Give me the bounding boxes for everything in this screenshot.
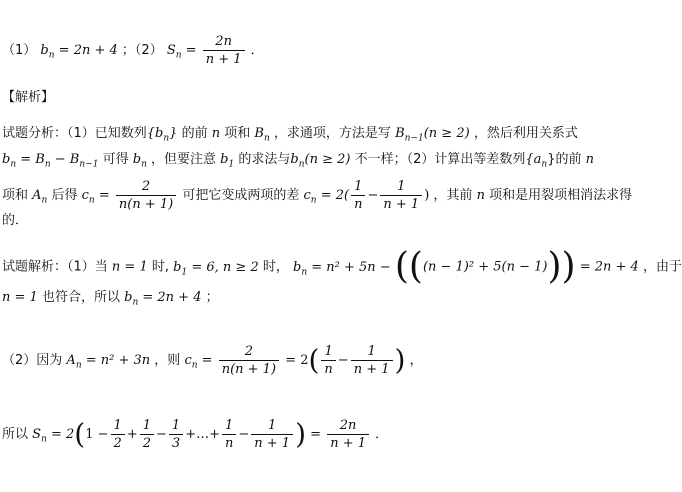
solution-line-2: n = 1 也符合，所以 $b_n = 2n + 4$ ； [2,290,219,308]
analysis-line-2: $b_n = B_n - B_{n-1}$ 可得 $b_n$ ，但要注意 $b_1$ 的求法与$b_n(n \ge 2)$ 不一样；（2）计算出等差数列$\{a_n\}$的前 n [2,152,594,170]
part2-label: ；（2） [121,43,163,58]
s-n-fraction: $\frac{2n}{n + 1}$ [203,33,245,68]
solution-line-1: 试题解析：（1）当 n = 1 时, $b_1 = 6$, n ≥ 2 时， $b_n = n^2 + 5n - (((n - 1)^2 + 5(n - 1))) = 2n + 4$ ，由于 [2,246,682,287]
b-n-expression: = 2n + 4 [54,43,118,58]
seq-b-set: $\{b_n\}$ [146,126,178,144]
fraction-2-over-n-n1: $\frac{2}{n(n + 1)}$ [116,178,176,213]
solution-line-3: （2）因为 $A_n = n^2 + 3n$ ，则 $c_n$ = $\frac{2}{n(n + 1)}$ = 2( $\frac{1}{n}$ − $\frac{1}{n + 1}$ ) ， [2,343,423,377]
analysis-line-1: 试题分析：（1）已知数列$\{b_n\}$ 的前 n 项和 $B_n$ ，求通项，方法是写 $B_{n-1}(n \ge 2)$ ，然后利用关系式 [2,126,578,144]
b-n-symbol: $b_n$ [40,43,55,61]
analysis-line-4: 的． [2,213,29,228]
analysis-heading: 【解析】 [2,90,55,105]
answer-line: （1） $b_n = 2n + 4$ ；（2） $S_n$ = $\frac{2n}{n + 1}$ ． [2,34,264,67]
solution-line-4: 所以 $S_n = 2(1$ − $\frac{1}{2}$ + $\frac{1}{2}$ − $\frac{1}{3}$ +…+ $\frac{1}{n}$ − $\frac{1}{n + 1}$ ) = $\frac{2n}{n + 1}$ ． [2,417,389,451]
part1-label: （1） [2,43,37,58]
analysis-line-3: 项和 $A_n$ 后得 $c_n$ = $\frac{2}{n(n + 1)}$ 可把它变成两项的差 $c_n = 2$( $\frac{1}{n}$ − $\frac{1}{n + 1}$ ) ，其前 n 项和是用裂项相消法求得 [2,179,633,212]
s-n-symbol: $S_n$ [166,43,182,61]
